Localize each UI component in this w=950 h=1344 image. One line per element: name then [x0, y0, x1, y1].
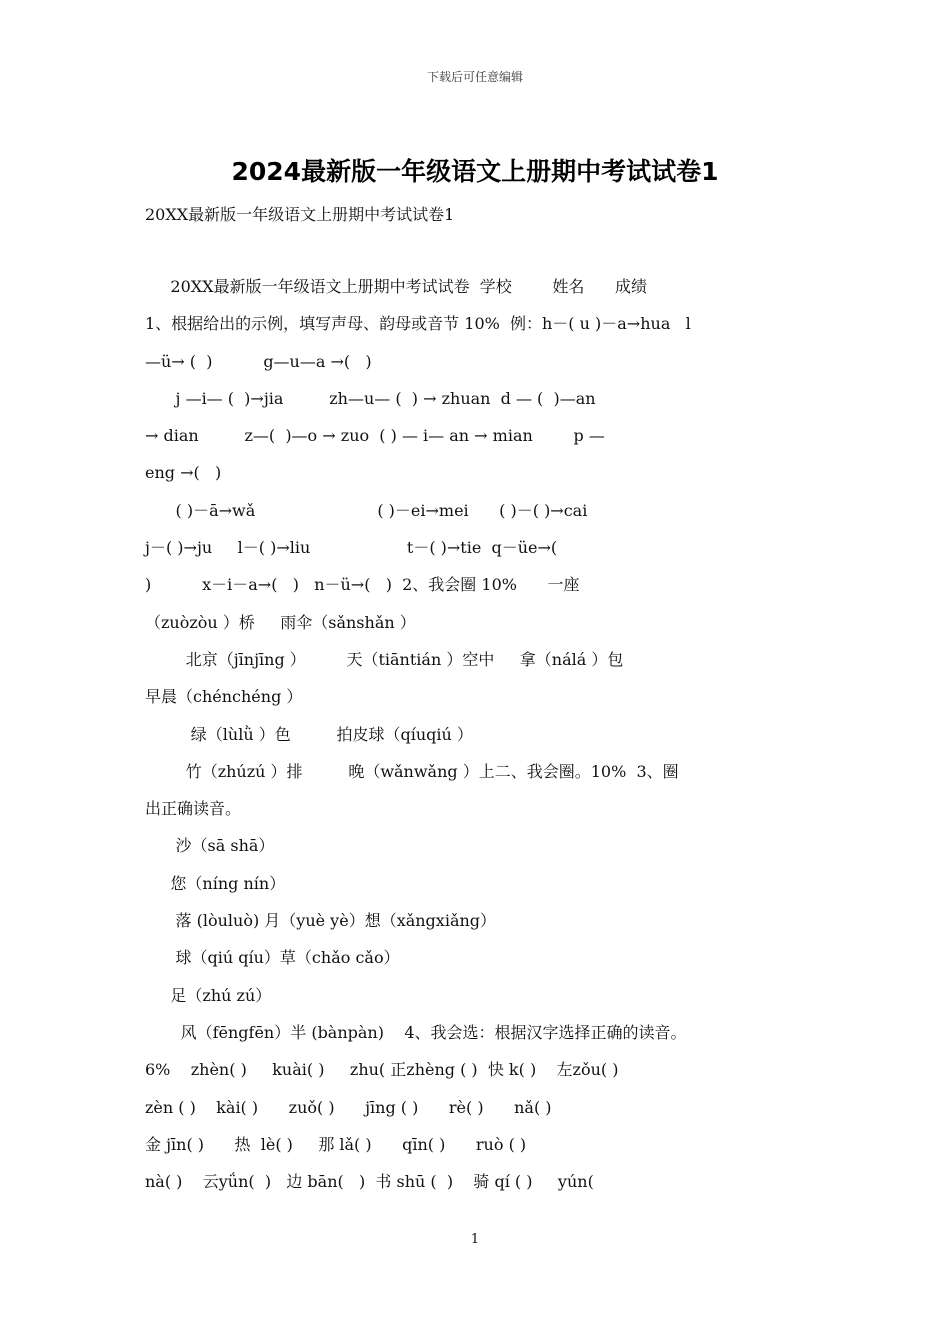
body-line: 您（níng nín） [145, 873, 286, 893]
body-line: 沙（sā shā） [145, 836, 275, 856]
document-title: 2024最新版一年级语文上册期中考试试卷1 [231, 157, 719, 186]
body-line: 绿（lùlǜ ）色 拍皮球（qíuqiú ） [145, 724, 473, 744]
page-number: 1 [470, 1232, 480, 1247]
body-line: 落 (lòuluò) 月（yuè yè）想（xǎngxiǎng） [145, 911, 497, 931]
body-line: 早晨（chénchéng ） [145, 687, 303, 707]
body-line: nà( ) 云yǘn( ) 边 bān( ) 书 shū ( ) 骑 qí ( ) yún( [145, 1172, 594, 1192]
body-line: j－( )→ju l－( )→liu t－( )→tie q－üe→( [145, 538, 558, 558]
body-line: zèn ( ) kài( ) zuǒ( ) jīng ( ) rè( ) nǎ( ) [145, 1097, 552, 1117]
body-line: 出正确读音。 [145, 799, 242, 819]
body-line: ) x－i－a→( ) n－ü→( ) 2、我会圈 10% 一座 [145, 575, 580, 595]
body-line: 风（fēngfēn）半 (bànpàn) 4、我会选：根据汉字选择正确的读音。 [145, 1022, 687, 1042]
body-line: 北京（jīnjīng ） 天（tiāntián ）空中 拿（nálá ）包 [145, 649, 624, 669]
body-line: 竹（zhúzú ）排 晚（wǎnwǎng ）上二、我会圈。10% 3、圈 [145, 761, 679, 781]
document-body [145, 268, 810, 1200]
body-line: eng →( ) [145, 463, 222, 483]
body-line: → dian z—( )—o → zuo ( ) — i— an → mian p — [145, 426, 605, 446]
body-line: 6% zhèn( ) kuài( ) zhu( 正zhèng ( ) 快 k( ) 左zǒu( ) [145, 1060, 619, 1080]
body-line: 20XX最新版一年级语文上册期中考试试卷 学校 姓名 成绩 [145, 277, 647, 296]
body-line: —ü→ ( ) g—u—a →( ) [145, 351, 372, 371]
body-line: 球（qiú qíu）草（chǎo cǎo） [145, 948, 400, 968]
document-subtitle: 20XX最新版一年级语文上册期中考试试卷1 [145, 205, 455, 224]
body-line: 1、根据给出的示例，填写声母、韵母或音节 10% 例：h－( u )－a→hua l [145, 314, 691, 334]
page-header: 下载后可任意编辑 [426, 70, 523, 84]
body-line: 金 jīn( ) 热 lè( ) 那 lǎ( ) qīn( ) ruò ( ) [145, 1134, 527, 1154]
body-line: （zuòzòu ）桥 雨伞（sǎnshǎn ） [145, 612, 416, 632]
body-line: ( )－ā→wǎ ( )－ei→mei ( )－( )→cai [145, 500, 588, 520]
body-line: 足（zhú zú） [145, 985, 272, 1005]
body-line: j —i— ( )→jia zh—u— ( ) → zhuan d — ( )—an [145, 388, 596, 408]
